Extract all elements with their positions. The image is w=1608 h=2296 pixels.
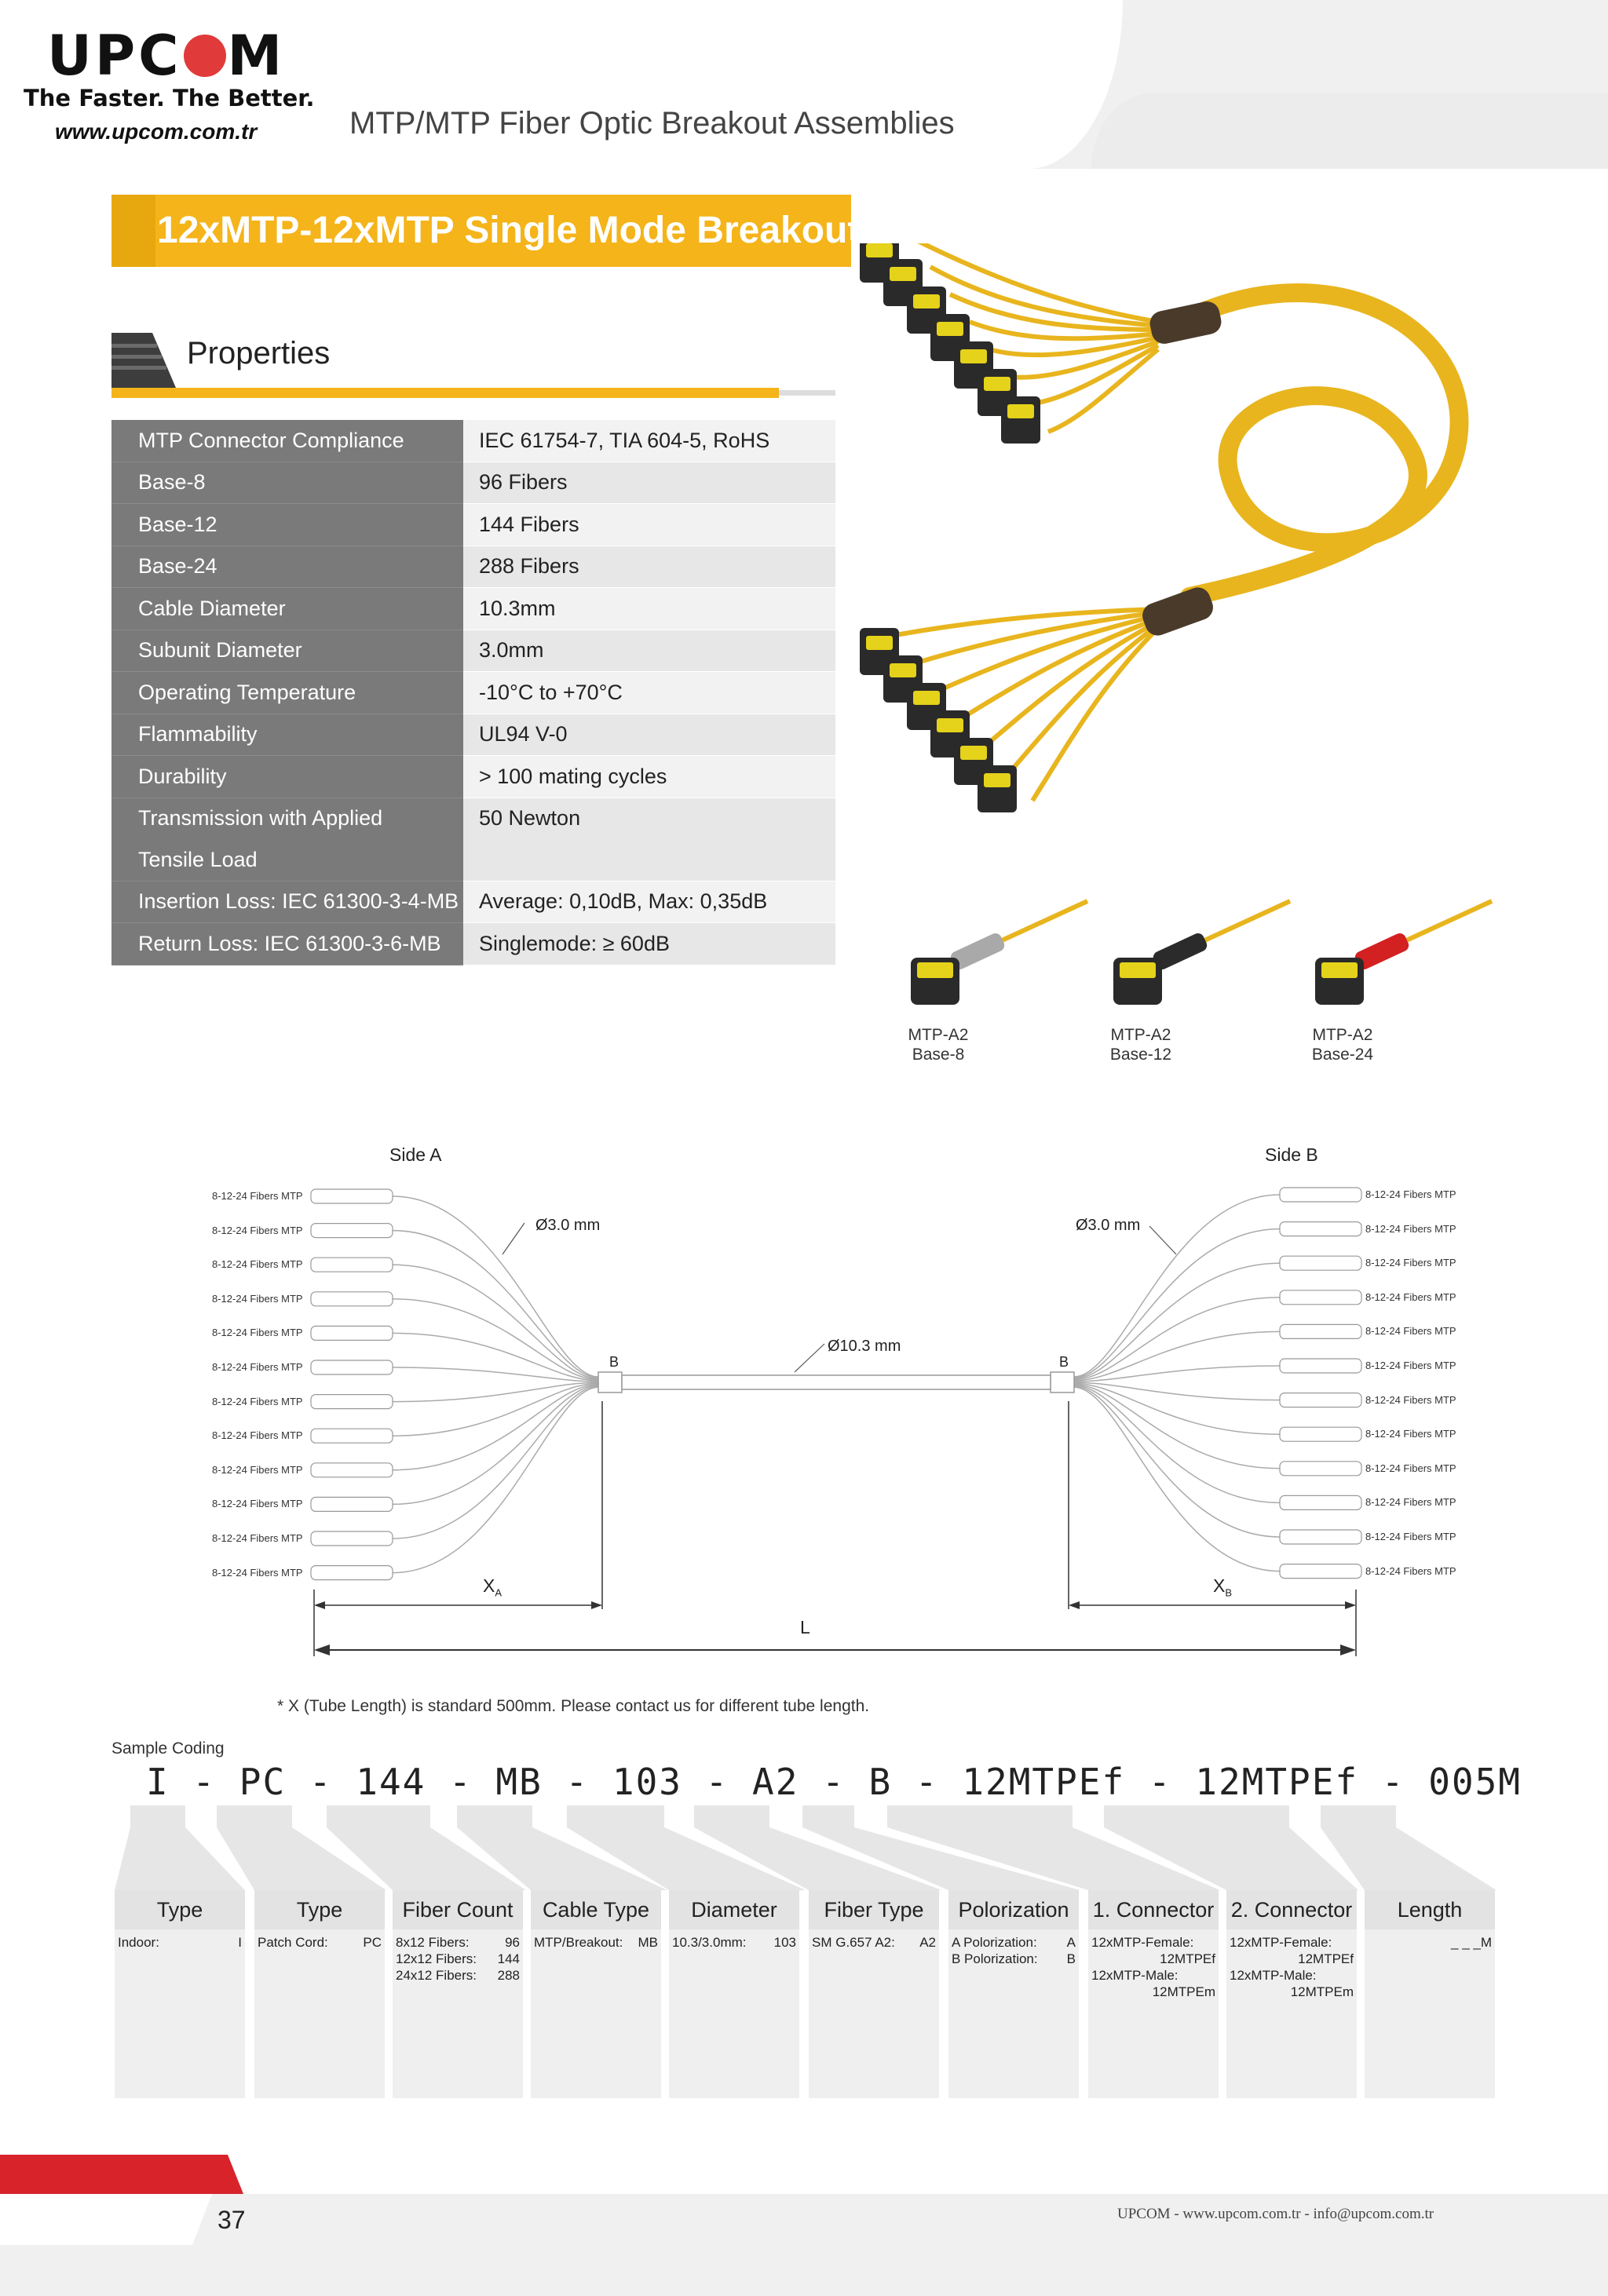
coding-column-body (669, 1929, 799, 2098)
mtp-connector-a (311, 1258, 393, 1272)
table-row: Operating Temperature -10°C to +70°C (111, 672, 835, 714)
brand-logo: UPC M (47, 24, 286, 88)
mtp-connector-b (1280, 1290, 1361, 1305)
connector-base-24-illustration (1307, 895, 1504, 1013)
fiber-label-b: 8-12-24 Fibers MTP (1365, 1462, 1456, 1474)
properties-heading-bar (111, 388, 779, 398)
table-row: Tensile Load (111, 839, 835, 881)
fiber-label-a: 8-12-24 Fibers MTP (212, 1224, 303, 1236)
fiber-line (1074, 1383, 1280, 1434)
coding-option: B Polorization: B (952, 1951, 1076, 1966)
coding-option: MTP/Breakout: MB (534, 1935, 658, 1950)
coding-column-header: Fiber Count (393, 1890, 523, 1929)
fiber-line (393, 1367, 598, 1382)
fiber-label-a: 8-12-24 Fibers MTP (212, 1429, 303, 1442)
fiber-label-b: 8-12-24 Fibers MTP (1365, 1496, 1456, 1509)
length-arrow-right-icon (1340, 1644, 1356, 1655)
side-a-label: Side A (389, 1144, 442, 1165)
subunit-b-leader (1149, 1226, 1176, 1254)
fiber-label-a: 8-12-24 Fibers MTP (212, 1463, 303, 1476)
page-number: 37 (217, 2206, 246, 2234)
properties-heading-bar-tail (779, 390, 835, 396)
coding-column-body (1226, 1929, 1357, 2098)
properties-heading: Properties (187, 336, 331, 370)
fiber-label-b: 8-12-24 Fibers MTP (1365, 1290, 1456, 1303)
mtp-connector-b (1280, 1222, 1361, 1236)
logo-dot-icon (184, 35, 226, 77)
mtp-connector-b (1280, 1530, 1361, 1544)
header-accent (1091, 93, 1608, 169)
fiber-line (1074, 1366, 1280, 1382)
fiber-label-a: 8-12-24 Fibers MTP (212, 1327, 303, 1339)
coding-column-header: Cable Type (531, 1890, 661, 1929)
xa-arrow-right-icon (591, 1601, 602, 1609)
breakout-cable-illustration (860, 243, 1504, 840)
coding-option: 10.3/3.0mm: 103 (672, 1935, 796, 1950)
fiber-label-a: 8-12-24 Fibers MTP (212, 1190, 303, 1202)
table-row: Subunit Diameter 3.0mm (111, 630, 835, 672)
xa-label: $X_A$ (483, 1575, 502, 1599)
coding-option: 24x12 Fibers: 288 (396, 1968, 520, 1983)
fiber-label-a: 8-12-24 Fibers MTP (212, 1361, 303, 1373)
fiber-label-b: 8-12-24 Fibers MTP (1365, 1360, 1456, 1371)
coding-column-header: Type (254, 1890, 385, 1929)
fiber-label-b: 8-12-24 Fibers MTP (1365, 1428, 1456, 1440)
breakout-a-label: B (609, 1354, 619, 1370)
table-row: Transmission with Applied 50 Newton (111, 798, 835, 839)
fiber-line (393, 1386, 598, 1539)
side-b-label: Side B (1265, 1144, 1318, 1165)
fiber-label-b: 8-12-24 Fibers MTP (1365, 1325, 1456, 1338)
table-row: Base-24 288 Fibers (111, 546, 835, 588)
fiber-label-a: 8-12-24 Fibers MTP (212, 1292, 303, 1305)
table-row: Durability > 100 mating cycles (111, 756, 835, 798)
product-title-shade (111, 195, 155, 267)
mtp-connector-a (311, 1224, 393, 1238)
brand-tagline: The Faster. The Better. (24, 85, 315, 111)
mtp-connector-b (1280, 1359, 1361, 1373)
subunit-diameter-a: Ø3.0 mm (535, 1217, 601, 1234)
coding-column-body (948, 1929, 1079, 2098)
connector-base-12-illustration (1106, 895, 1302, 1013)
xb-label: $X_B$ (1213, 1575, 1233, 1599)
coding-option: 12xMTP-Male: (1230, 1968, 1317, 1983)
coding-option: 12x12 Fibers: 144 (396, 1951, 520, 1966)
table-row: Return Loss: IEC 61300-3-6-MB Singlemode: ≥ 60dB (111, 923, 835, 965)
fiber-line (1074, 1298, 1280, 1380)
fiber-line (1074, 1382, 1280, 1400)
fiber-line (393, 1385, 598, 1470)
coding-column-header: 1. Connector (1088, 1890, 1219, 1929)
coding-column-header: Diameter (669, 1890, 799, 1929)
fiber-label-a: 8-12-24 Fibers MTP (212, 1566, 303, 1579)
mtp-connector-a (311, 1463, 393, 1477)
fiber-line (393, 1387, 598, 1572)
side-b-fiber-lines (1074, 1188, 1361, 1579)
coding-column-header: 2. Connector (1226, 1890, 1357, 1929)
fiber-line (1074, 1386, 1280, 1537)
fiber-line (1074, 1387, 1280, 1571)
coding-option: 12xMTP-Male: (1091, 1968, 1179, 1983)
fiber-label-b: 8-12-24 Fibers MTP (1365, 1188, 1456, 1200)
mtp-connector-b (1280, 1188, 1361, 1202)
connector-base-8-illustration (903, 895, 1099, 1013)
mtp-connector-b (1280, 1564, 1361, 1579)
brand-website: www.upcom.com.tr (55, 119, 258, 144)
connector-label-base-24: MTP-A2 Base-24 (1311, 1026, 1374, 1064)
table-row: Insertion Loss: IEC 61300-3-4-MB Average: 0,10dB, Max: 0,35dB (111, 881, 835, 923)
coding-option: Indoor: I (118, 1935, 242, 1950)
fiber-label-a: 8-12-24 Fibers MTP (212, 1532, 303, 1544)
mtp-connector-b (1280, 1427, 1361, 1441)
mtp-connector-a (311, 1189, 393, 1203)
coding-option: _ _ _M (1451, 1935, 1492, 1950)
mtp-connector-a (311, 1360, 393, 1374)
mtp-connector-a (311, 1292, 393, 1306)
mtp-connector-a (311, 1566, 393, 1580)
coding-option: 12xMTP-Female: (1091, 1935, 1194, 1950)
coding-column-body (254, 1929, 385, 2098)
cable-diameter-label: Ø10.3 mm (828, 1338, 901, 1355)
subunit-diameter-b: Ø3.0 mm (1076, 1217, 1141, 1234)
length-label: L (800, 1617, 810, 1637)
table-row: Flammability UL94 V-0 (111, 714, 835, 756)
main-cable (622, 1375, 1051, 1389)
breakout-b-label: B (1059, 1354, 1069, 1370)
table-row: Base-12 144 Fibers (111, 504, 835, 546)
coding-column-body (393, 1929, 523, 2098)
coding-option: 8x12 Fibers: 96 (396, 1935, 520, 1950)
coding-option: 12xMTP-Female: (1230, 1935, 1332, 1950)
fiber-line (393, 1383, 598, 1436)
coding-funnels (0, 1805, 1608, 1900)
product-title: 12xMTP-12xMTP Single Mode Breakout (157, 210, 861, 251)
mtp-connector-b (1280, 1256, 1361, 1270)
coding-option: 12MTPEm (1152, 1984, 1215, 1999)
coding-column-body (1088, 1929, 1219, 2098)
properties-heading-icon (111, 333, 176, 388)
coding-column-body (115, 1929, 245, 2098)
mtp-connector-b (1280, 1393, 1361, 1407)
connector-label-base-12: MTP-A2 Base-12 (1109, 1026, 1172, 1064)
mtp-connector-a (311, 1531, 393, 1546)
xa-arrow-left-icon (314, 1601, 325, 1609)
connector-label-base-8: MTP-A2 Base-8 (908, 1026, 969, 1064)
footer-accent (0, 2155, 251, 2296)
breakout-a-box (598, 1372, 622, 1393)
subunit-a-leader (502, 1223, 524, 1254)
table-row: Base-8 96 Fibers (111, 462, 835, 504)
tube-length-note: * X (Tube Length) is standard 500mm. Please contact us for different tube length. (277, 1697, 870, 1715)
mtp-connector-a (311, 1497, 393, 1511)
coding-option: SM G.657 A2: A2 (812, 1935, 936, 1950)
table-row: MTP Connector Compliance IEC 61754-7, TIA 604-5, RoHS (111, 420, 835, 462)
coding-column-header: Polorization (948, 1890, 1079, 1929)
mtp-connector-a (311, 1395, 393, 1409)
coding-option: 12MTPEf (1298, 1951, 1354, 1966)
coding-option: 12MTPEf (1160, 1951, 1215, 1966)
coding-option: A Polorization: A (952, 1935, 1076, 1950)
sample-code: I - PC - 144 - MB - 103 - A2 - B - 12MTPEf - 12MTPEf - 005M (146, 1761, 1522, 1803)
coding-column-header: Type (115, 1890, 245, 1929)
coding-column-body (1365, 1929, 1495, 2098)
fiber-line (1074, 1385, 1280, 1469)
xb-arrow-right-icon (1345, 1601, 1356, 1609)
fiber-label-a: 8-12-24 Fibers MTP (212, 1395, 303, 1407)
coding-column-header: Fiber Type (809, 1890, 939, 1929)
properties-table (111, 420, 835, 965)
fiber-label-b: 8-12-24 Fibers MTP (1365, 1257, 1456, 1269)
document-title: MTP/MTP Fiber Optic Breakout Assemblies (349, 106, 955, 141)
fiber-label-b: 8-12-24 Fibers MTP (1365, 1564, 1456, 1577)
mtp-connector-b (1280, 1462, 1361, 1476)
mtp-connector-a (311, 1326, 393, 1340)
breakout-b-box (1051, 1372, 1074, 1393)
coding-column-body (809, 1929, 939, 2098)
coding-option: 12MTPEm (1290, 1984, 1354, 1999)
table-row: Cable Diameter 10.3mm (111, 588, 835, 630)
side-a-fiber-lines (311, 1189, 601, 1580)
coding-option: Patch Cord: PC (258, 1935, 382, 1950)
xb-arrow-left-icon (1069, 1601, 1080, 1609)
mtp-connector-b (1280, 1495, 1361, 1509)
fiber-label-b: 8-12-24 Fibers MTP (1365, 1393, 1456, 1406)
mtp-connector-b (1280, 1324, 1361, 1338)
fiber-label-a: 8-12-24 Fibers MTP (212, 1258, 303, 1271)
footer-contact: UPCOM - www.upcom.com.tr - info@upcom.com.tr (1117, 2206, 1434, 2222)
coding-column-body (531, 1929, 661, 2098)
fiber-label-b: 8-12-24 Fibers MTP (1365, 1222, 1456, 1235)
sample-coding-label: Sample Coding (111, 1739, 225, 1758)
mtp-connector-a (311, 1429, 393, 1443)
fiber-label-a: 8-12-24 Fibers MTP (212, 1498, 303, 1510)
fiber-label-b: 8-12-24 Fibers MTP (1365, 1531, 1456, 1542)
length-arrow-left-icon (314, 1644, 330, 1655)
cable-dia-leader (795, 1344, 824, 1372)
coding-column-header: Length (1365, 1890, 1495, 1929)
